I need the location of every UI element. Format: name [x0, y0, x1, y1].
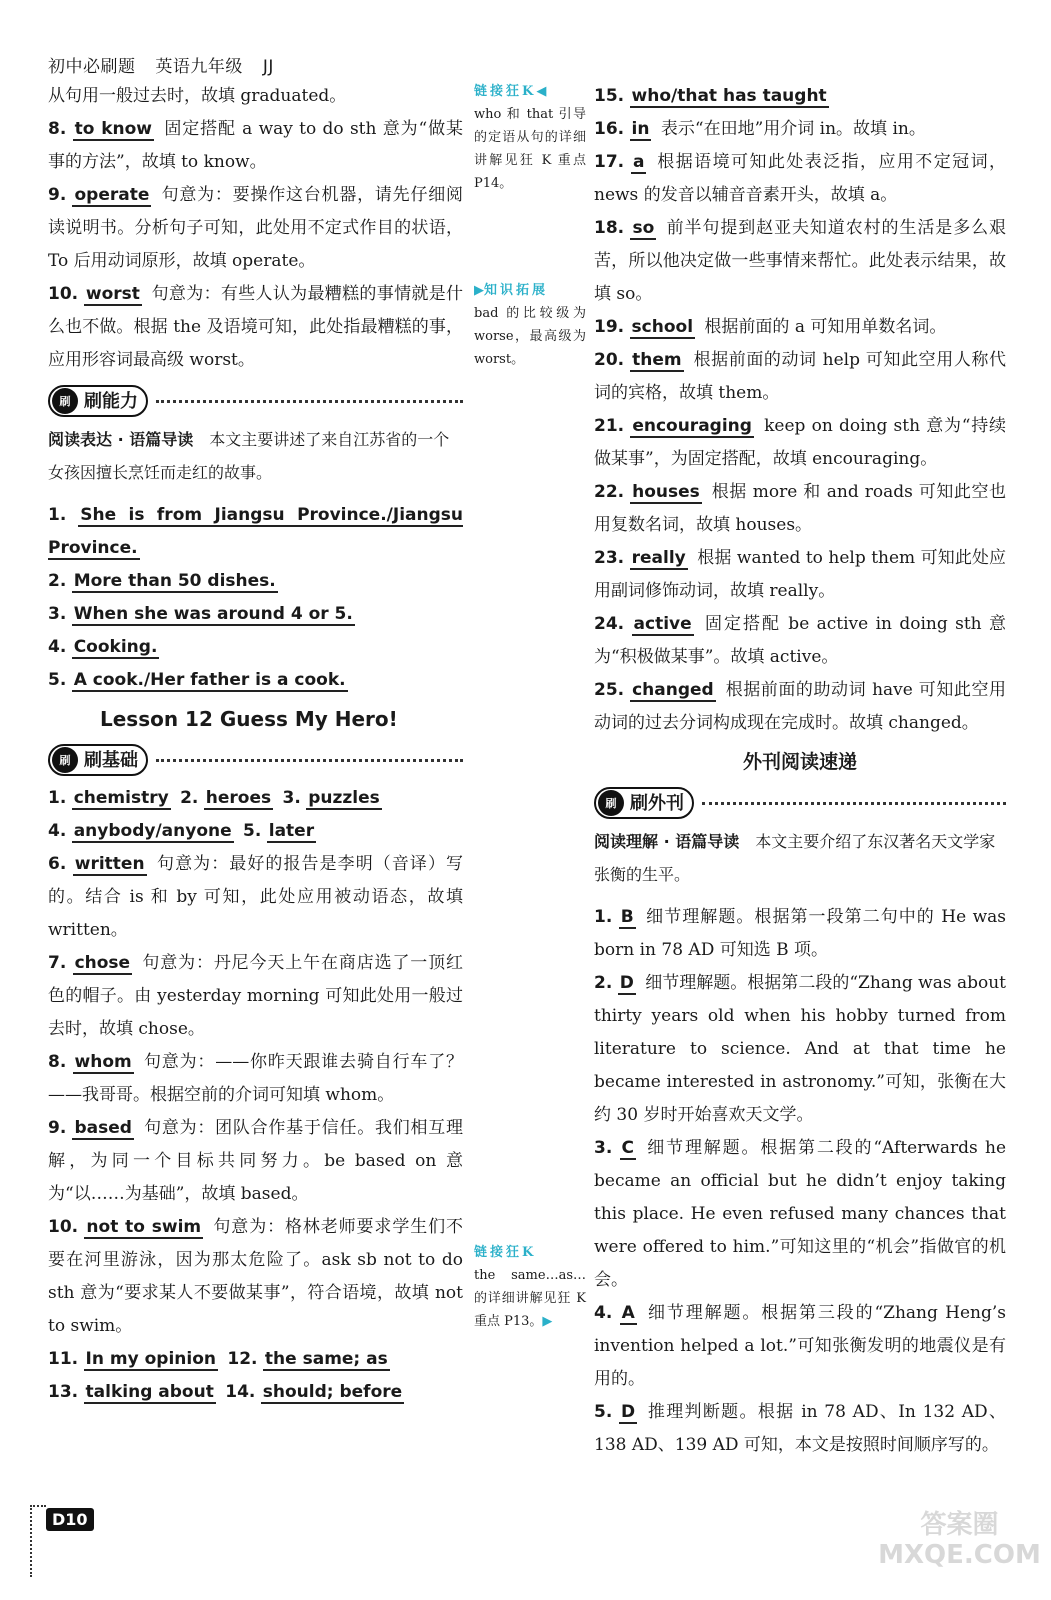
- badge-icon: 刷: [52, 388, 78, 414]
- answer-item: [594, 608, 1006, 674]
- item-number: 1.: [48, 505, 67, 525]
- item-number: 13.: [48, 1382, 79, 1402]
- side-note: ▶知识拓展 bad 的比较级为 worse，最高级为 worst。: [474, 283, 586, 367]
- answer-row-line: [48, 815, 463, 848]
- answer-text: not to swim: [86, 1217, 202, 1237]
- item-number: 19.: [594, 317, 625, 337]
- explanation-text: 表示“在田地”用介词 in。故填 in。: [660, 119, 926, 139]
- item-number: 6.: [48, 854, 67, 874]
- answer-text: worst: [85, 284, 140, 304]
- page-header: [48, 52, 288, 77]
- section-bar-foreign: [594, 787, 1006, 819]
- answer-item: [594, 1297, 1006, 1396]
- answer-item: [594, 901, 1006, 967]
- answer-text: C: [621, 1138, 635, 1158]
- item-number: 23.: [594, 548, 625, 568]
- answer-item: [48, 598, 463, 631]
- intro-text: 本文主要讲述了来自江苏省的一个女孩因擅长烹饪而走红的故事。: [48, 430, 450, 482]
- explanation-text: 句意为：格林老师要求学生们不要在河里游泳，因为那太危险了。ask sb not to do sth 意为“要求某人不要做某事”，符合语境，故填 not to swim。: [48, 1217, 463, 1336]
- answer-text: the same; as: [264, 1349, 388, 1369]
- badge-icon: 刷: [598, 790, 624, 816]
- explanation-text: 根据语境可知此处表泛指，应用不定冠词，news 的发音以辅音音素开头，故填 a。: [594, 152, 1007, 205]
- answer-item: [594, 311, 1006, 344]
- answer-item: [48, 179, 463, 278]
- answer-item: [594, 674, 1006, 740]
- item-number: 5.: [48, 670, 67, 690]
- answer-row: [48, 1343, 463, 1376]
- note-tag: 链接狂K: [474, 1245, 537, 1260]
- answer-item: [48, 631, 463, 664]
- answer-text: active: [633, 614, 692, 634]
- answer-item: [594, 1132, 1006, 1297]
- answer-text: them: [632, 350, 682, 370]
- edition: JJ: [262, 57, 274, 77]
- answer-item: [594, 476, 1006, 542]
- answer-list-right-a: [594, 80, 1006, 740]
- explanation-text: 前半句提到赵亚夫知道农村的生活是多么艰苦，所以他决定做一些事情来帮忙。此处表示结果，故填 so。: [594, 218, 1007, 304]
- answer-text: When she was around 4 or 5.: [73, 604, 353, 624]
- item-number: 1.: [594, 907, 613, 927]
- explanation-text: 细节理解题。根据第二段的“Afterwards he became an official but he didn’t enjoy taking this place. He even refused many chances that were offered to him.”可知这里的“机会”指做官的机会。: [594, 1138, 1007, 1290]
- answer-item: [594, 146, 1006, 212]
- item-number: 8.: [48, 119, 67, 139]
- answer-text: In my opinion: [85, 1349, 216, 1369]
- left-column: [48, 80, 463, 1409]
- side-notes: [474, 80, 586, 1347]
- explanation-text: 句意为：最好的报告是李明（音译）写的。结合 is 和 by 可知，此处应用被动语态，故填 written。: [48, 854, 464, 940]
- answer-text: talking about: [85, 1382, 214, 1402]
- book-name: 初中必刷题: [48, 57, 136, 77]
- badge-icon: 刷: [52, 747, 78, 773]
- answer-item: [594, 410, 1006, 476]
- answer-text: houses: [632, 482, 700, 502]
- answer-item: [594, 113, 1006, 146]
- item-number: 4.: [594, 1303, 613, 1323]
- item-number: 4.: [48, 821, 67, 841]
- answer-text: heroes: [205, 788, 272, 808]
- note-text: who 和 that 引导的定语从句的详细讲解见狂 K 重点 P14。: [474, 107, 586, 191]
- badge-label: 刷外刊: [630, 792, 684, 814]
- explanation-text: 推理判断题。根据 in 78 AD、In 132 AD、138 AD、139 AD 可知，本文是按照时间顺序写的。: [594, 1402, 1007, 1455]
- answer-text: Cooking.: [73, 637, 158, 657]
- answer-row-line: [48, 1376, 463, 1409]
- answer-list-right-b: [594, 901, 1006, 1462]
- item-number: 2.: [180, 788, 199, 808]
- item-number: 24.: [594, 614, 625, 634]
- answer-text: puzzles: [308, 788, 380, 808]
- continued-line: 从句用一般过去时，故填 graduated。: [48, 86, 347, 106]
- answer-text: D: [619, 973, 634, 993]
- item-number: 14.: [225, 1382, 256, 1402]
- note-text: the same…as… 的详细讲解见狂 K 重点 P13。: [474, 1268, 586, 1329]
- item-number: 4.: [48, 637, 67, 657]
- answer-text: should; before: [262, 1382, 403, 1402]
- item-number: 18.: [594, 218, 625, 238]
- answer-item: [594, 80, 1006, 113]
- answer-text: whom: [74, 1052, 132, 1072]
- answer-text: D: [621, 1402, 636, 1422]
- item-number: 3.: [594, 1138, 613, 1158]
- intro-label: 阅读表达 · 语篇导读: [48, 430, 194, 449]
- answer-row-line: [48, 782, 463, 815]
- answer-item: [594, 967, 1006, 1132]
- explanation-text: 句意为：团队合作基于信任。我们相互理解，为同一个目标共同努力。be based on 意为“以……为基础”，故填 based。: [48, 1118, 464, 1204]
- answer-row: [48, 782, 463, 815]
- explanation-text: 句意为：丹尼今天上午在商店选了一顶红色的帽子。由 yesterday morning 可知此处用一般过去时，故填 chose。: [48, 953, 464, 1039]
- answer-list-c: [48, 848, 463, 1343]
- item-number: 8.: [48, 1052, 67, 1072]
- answer-list-a: [48, 113, 463, 377]
- answer-text: a: [632, 152, 645, 172]
- side-note: 链接狂K◀ who 和 that 引导的定语从句的详细讲解见狂 K 重点 P14。: [474, 84, 586, 191]
- answer-text: A cook./Her father is a cook.: [73, 670, 346, 690]
- section-badge: [48, 385, 148, 417]
- explanation-text: 句意为：要操作这台机器，请先仔细阅读说明书。分析句子可知，此处用不定式作目的状语，To 后用动词原形，故填 operate。: [48, 185, 464, 271]
- answer-text: written: [74, 854, 145, 874]
- answer-item: [48, 565, 463, 598]
- note-tag: 链接狂K: [474, 84, 537, 99]
- intro-text: 本文主要介绍了东汉著名天文学家张衡的生平。: [594, 832, 996, 884]
- answer-text: chemistry: [73, 788, 169, 808]
- answer-text: More than 50 dishes.: [73, 571, 276, 591]
- explanation-text: 固定搭配 be active in doing sth 意为“积极做某事”。故填 active。: [594, 614, 1007, 667]
- watermark-logo: 答案圈 MXQE.COM: [878, 1510, 1041, 1570]
- explanation-text: 细节理解题。根据第二段的“Zhang was about thirty years old when his hobby turned from literature to science. And at that time he became interested in astronomy.”可知，张衡在大约 30 岁时开始喜欢天文学。: [594, 973, 1007, 1125]
- item-number: 15.: [594, 86, 625, 106]
- right-column: [594, 80, 1006, 1462]
- section-badge: [48, 744, 148, 776]
- dotted-divider: [156, 400, 463, 403]
- item-number: 5.: [594, 1402, 613, 1422]
- answer-item: [48, 1046, 463, 1112]
- answer-row: [48, 1376, 463, 1409]
- answer-text: really: [631, 548, 686, 568]
- item-number: 16.: [594, 119, 625, 139]
- answer-item: [594, 212, 1006, 311]
- answer-item: [594, 344, 1006, 410]
- item-number: 2.: [594, 973, 613, 993]
- margin-marker: [30, 1505, 46, 1577]
- answer-text: encouraging: [632, 416, 752, 436]
- item-number: 5.: [243, 821, 262, 841]
- explanation-text: 句意为：——你昨天跟谁去骑自行车了？——我哥哥。根据空前的介词可知填 whom。: [48, 1052, 464, 1105]
- note-text: bad 的比较级为 worse，最高级为 worst。: [474, 306, 586, 367]
- item-number: 3.: [48, 604, 67, 624]
- answer-text: operate: [74, 185, 150, 205]
- subject: 英语九年级: [155, 57, 243, 77]
- explanation-text: 固定搭配 a way to do sth 意为“做某事的方法”，故填 to know。: [48, 119, 463, 172]
- intro-label: 阅读理解 · 语篇导读: [594, 832, 740, 851]
- answer-text: school: [631, 317, 694, 337]
- item-number: 10.: [48, 284, 79, 304]
- item-number: 7.: [48, 953, 67, 973]
- explanation-text: keep on doing sth 意为“持续做某事”，为固定搭配，故填 encouraging。: [594, 416, 1007, 469]
- explanation-text: 根据前面的 a 可知用单数名词。: [704, 317, 947, 337]
- item-number: 12.: [227, 1349, 258, 1369]
- explanation-text: 细节理解题。根据第三段的“Zhang Heng’s invention helped a lot.”可知张衡发明的地震仪是有用的。: [594, 1303, 1007, 1389]
- answer-text: chose: [74, 953, 131, 973]
- section-bar-basic: [48, 744, 463, 776]
- answer-text: B: [620, 907, 634, 927]
- item-number: 17.: [594, 152, 625, 172]
- item-number: 1.: [48, 788, 67, 808]
- badge-label: 刷基础: [84, 749, 138, 771]
- item-number: 9.: [48, 1118, 67, 1138]
- answer-item: [48, 664, 463, 697]
- side-note: 链接狂K the same…as… 的详细讲解见狂 K 重点 P13。▶: [474, 1245, 586, 1329]
- answer-item: [48, 848, 463, 947]
- answer-item: [48, 1211, 463, 1343]
- answer-item: [48, 499, 463, 565]
- item-number: 10.: [48, 1217, 79, 1237]
- item-number: 9.: [48, 185, 67, 205]
- answer-list-b: [48, 499, 463, 697]
- passage-intro: [594, 825, 1006, 891]
- item-number: 3.: [282, 788, 301, 808]
- explanation-text: 根据前面的动词 help 可知此空用人称代词的宾格，故填 them。: [594, 350, 1006, 403]
- badge-label: 刷能力: [84, 390, 138, 412]
- item-number: 20.: [594, 350, 625, 370]
- explanation-text: 根据 more 和 and roads 可知此空也用复数名词，故填 houses。: [594, 482, 1007, 535]
- explanation-text: 细节理解题。根据第一段第二句中的 He was born in 78 AD 可知选 B 项。: [594, 907, 1007, 960]
- answer-text: A: [621, 1303, 635, 1323]
- answer-item: [48, 947, 463, 1046]
- answer-row: [48, 815, 463, 848]
- answer-row-line: [48, 1343, 463, 1376]
- passage-intro: [48, 423, 463, 489]
- answer-text: anybody/anyone: [73, 821, 232, 841]
- answer-item: [48, 1112, 463, 1211]
- answer-text: based: [74, 1118, 132, 1138]
- lesson-title: Lesson 12 Guess My Hero!: [100, 707, 398, 731]
- answer-item: [594, 1396, 1006, 1462]
- dotted-divider: [702, 802, 1006, 805]
- dotted-divider: [156, 759, 463, 762]
- answer-text: to know: [74, 119, 153, 139]
- note-tag: 知识拓展: [484, 283, 549, 298]
- item-number: 2.: [48, 571, 67, 591]
- explanation-text: 根据 wanted to help them 可知此处应用副词修饰动词，故填 really。: [594, 548, 1006, 601]
- answer-item: [48, 113, 463, 179]
- answer-text: in: [631, 119, 650, 139]
- section-title: 外刊阅读速递: [742, 751, 857, 773]
- answer-text: later: [268, 821, 315, 841]
- answer-text: changed: [632, 680, 714, 700]
- answer-text: She is from Jiangsu Province./Jiangsu Province.: [48, 505, 463, 558]
- explanation-text: 句意为：有些人认为最糟糕的事情就是什么也不做。根据 the 及语境可知，此处指最糟糕的事，应用形容词最高级 worst。: [48, 284, 464, 370]
- answer-item: [594, 542, 1006, 608]
- item-number: 22.: [594, 482, 625, 502]
- answer-text: so: [632, 218, 655, 238]
- item-number: 25.: [594, 680, 625, 700]
- answer-text: who/that has taught: [631, 86, 827, 106]
- explanation-text: 根据前面的助动词 have 可知此空用动词的过去分词构成现在完成时。故填 changed。: [594, 680, 1007, 733]
- section-bar-ability: [48, 385, 463, 417]
- item-number: 21.: [594, 416, 625, 436]
- page-number: D10: [46, 1508, 94, 1531]
- answer-item: [48, 278, 463, 377]
- item-number: 11.: [48, 1349, 79, 1369]
- section-badge: [594, 787, 694, 819]
